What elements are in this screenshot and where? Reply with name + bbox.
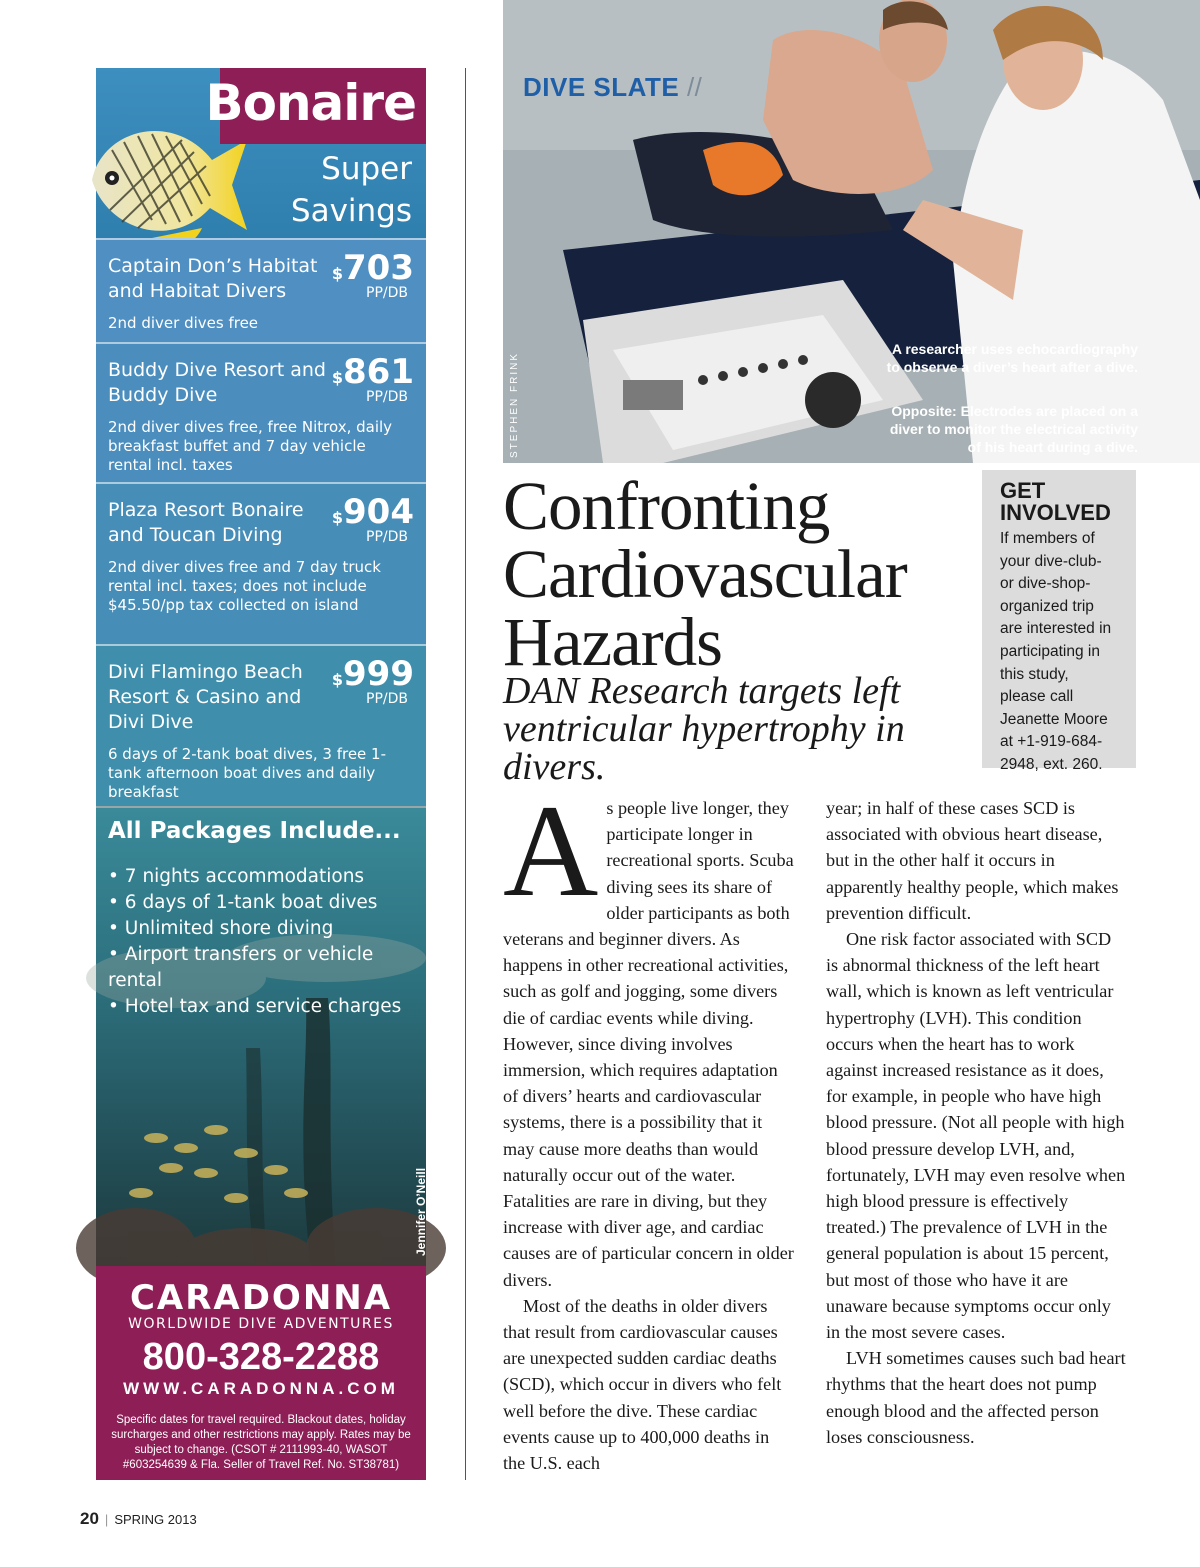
drop-cap: A xyxy=(503,777,599,924)
page-number: 20 xyxy=(80,1509,99,1528)
ad-disclaimer: Specific dates for travel required. Blackout dates, holiday surcharges and other restrictions may apply. Rates may be subject to change. (CSOT # 2111993-40, WASOT #603254639 & Fla. Seller of Travel Ref. No. ST38781) xyxy=(111,1414,411,1471)
phone-number: 800-328-2288 xyxy=(142,1336,380,1378)
package-name: Captain Don’s Habitat and Habitat Divers xyxy=(108,255,318,302)
caradonna-ad xyxy=(96,68,426,1480)
article-photo xyxy=(503,0,1200,463)
folio-separator: | xyxy=(104,1512,109,1527)
package-item xyxy=(96,644,426,806)
get-involved-box xyxy=(982,470,1136,773)
brand-logo: CARADONNA xyxy=(129,1278,393,1318)
paragraph: LVH sometimes causes such bad heart rhythms that the heart does not pump enough blood and the affected person loses consciousness. xyxy=(826,1348,1126,1447)
photo-caption-1: A researcher uses echocardiography to observe a diver’s heart after a dive. xyxy=(886,341,1138,375)
price-value: 904 xyxy=(343,492,414,532)
package-name: Buddy Dive Resort and Buddy Dive xyxy=(108,359,326,406)
currency-sign: $ xyxy=(331,670,344,689)
price-value: 703 xyxy=(343,248,414,288)
ad-title-band xyxy=(205,68,426,144)
paragraph: One risk factor associated with SCD is abnormal thickness of the left heart wall, which is known as left ventricular hypertrophy (LVH). This condition occurs when the heart has to work against increased resistance as it does, for example, in people who have high blood pressure. (Not all people with high blood pressure develop LVH, and, fortunately, LVH may even resolve when high blood pressure is effectively treated.) The prevalence of LVH in the general population is about 15 percent, but most of those who have it are unaware because symptoms occur only in the most severe cases. xyxy=(826,929,1126,1343)
section-label-text: DIVE SLATE xyxy=(523,72,680,102)
body-column-2 xyxy=(826,795,1126,1450)
package-name: Plaza Resort Bonaire and Toucan Diving xyxy=(108,499,304,546)
sidebar-title-line1: GET xyxy=(1000,478,1046,503)
photo-caption-2: Opposite: Electrodes are placed on a diver to monitor the electrical activity of his heart during a dive. xyxy=(889,403,1138,455)
ad-footer xyxy=(96,1266,426,1480)
package-price xyxy=(332,354,414,404)
currency-sign: $ xyxy=(331,368,344,387)
body-column-1 xyxy=(503,777,795,1476)
brand-tagline: WORLDWIDE DIVE ADVENTURES xyxy=(128,1316,394,1332)
package-price xyxy=(332,494,414,544)
ad-photo-credit: Jennifer O’Neill xyxy=(414,1167,428,1256)
sidebar-title xyxy=(1000,480,1118,524)
price-unit: PP/DB xyxy=(366,285,408,301)
package-item xyxy=(96,238,426,342)
currency-sign: $ xyxy=(331,508,344,527)
headline-line3: Hazards xyxy=(503,604,723,680)
website-url: WWW.CARADONNA.COM xyxy=(123,1379,399,1398)
sidebar-text: If members of your dive-club- or dive-shop-organized trip are interested in participating in this study, please call Jeanette Moore at +1-919-684-2948, ext. 260. xyxy=(1000,530,1112,773)
ad-subtitle xyxy=(212,148,412,232)
list-item: • Hotel tax and service charges xyxy=(108,996,402,1017)
column-divider xyxy=(465,68,466,1480)
page-folio xyxy=(80,1509,197,1529)
paragraph-text: s people live longer, they participate longer in recreational sports. Scuba diving sees its share of older participants as both veterans and beginner divers. As happens in other recreational activities, such as golf and jogging, some divers die of cardiac events while diving. However, since diving involves immersion, which requires adaptation of divers’ hearts and cardiovascular systems, there is a possibility that it may cause more deaths than would naturally occur out of the water. Fatalities are rare in diving, but they increase with diver age, and cardiac causes are of particular concern in older divers. xyxy=(503,798,794,1290)
package-name: Divi Flamingo Beach Resort & Casino and Divi Dive xyxy=(108,661,303,733)
list-item: • 6 days of 1-tank boat dives xyxy=(108,892,378,913)
article-deck: DAN Research targets left ventricular hypertrophy in divers. xyxy=(503,670,905,788)
sidebar-title-line2: INVOLVED xyxy=(1000,500,1111,525)
package-item xyxy=(96,342,426,482)
photo-credit: STEPHEN FRINK xyxy=(509,351,520,458)
list-item: • Airport transfers or vehicle rental xyxy=(108,944,374,991)
list-item: • Unlimited shore diving xyxy=(108,918,334,939)
package-price xyxy=(332,250,414,300)
includes-title: All Packages Include... xyxy=(108,818,401,844)
echocardiography-photo xyxy=(503,0,1200,463)
paragraph xyxy=(503,777,795,1293)
headline-line2: Cardiovascular xyxy=(503,536,907,612)
package-item xyxy=(96,482,426,644)
package-price xyxy=(332,656,414,706)
article-headline xyxy=(503,468,963,680)
ad-title: Bonaire xyxy=(205,74,416,132)
ad-subtitle-line1: Super xyxy=(321,151,412,187)
package-desc: 2nd diver dives free, free Nitrox, daily breakfast buffet and 7 day vehicle rental incl. taxes xyxy=(108,418,393,474)
paragraph: year; in half of these cases SCD is associated with obvious heart disease, but in the other half it occurs in apparently healthy people, which makes prevention difficult. xyxy=(826,798,1119,923)
package-desc: 2nd diver dives free and 7 day truck rental incl. taxes; does not include $45.50/pp tax collected on island xyxy=(108,558,381,614)
package-desc: 2nd diver dives free xyxy=(108,314,259,332)
headline-line1: Confronting xyxy=(503,468,830,544)
includes-list xyxy=(108,864,426,1020)
price-value: 999 xyxy=(343,654,414,694)
section-separator: // xyxy=(686,72,703,102)
list-item: • 7 nights accommodations xyxy=(108,866,365,887)
currency-sign: $ xyxy=(331,264,344,283)
ad-subtitle-line2: Savings xyxy=(290,193,412,229)
price-unit: PP/DB xyxy=(366,389,408,405)
includes-panel xyxy=(96,806,426,1266)
section-label xyxy=(523,72,702,103)
price-unit: PP/DB xyxy=(366,691,408,707)
price-value: 861 xyxy=(343,352,414,392)
package-desc: 6 days of 2-tank boat dives, 3 free 1-tank afternoon boat dives and daily breakfast xyxy=(108,745,386,801)
paragraph: Most of the deaths in older divers that result from cardiovascular causes are unexpected sudden cardiac deaths (SCD), which occur in divers who felt well before the dive. These cardiac events cause up to 400,000 deaths in the U.S. each xyxy=(503,1295,782,1474)
issue-label: SPRING 2013 xyxy=(114,1512,197,1527)
price-unit: PP/DB xyxy=(366,529,408,545)
